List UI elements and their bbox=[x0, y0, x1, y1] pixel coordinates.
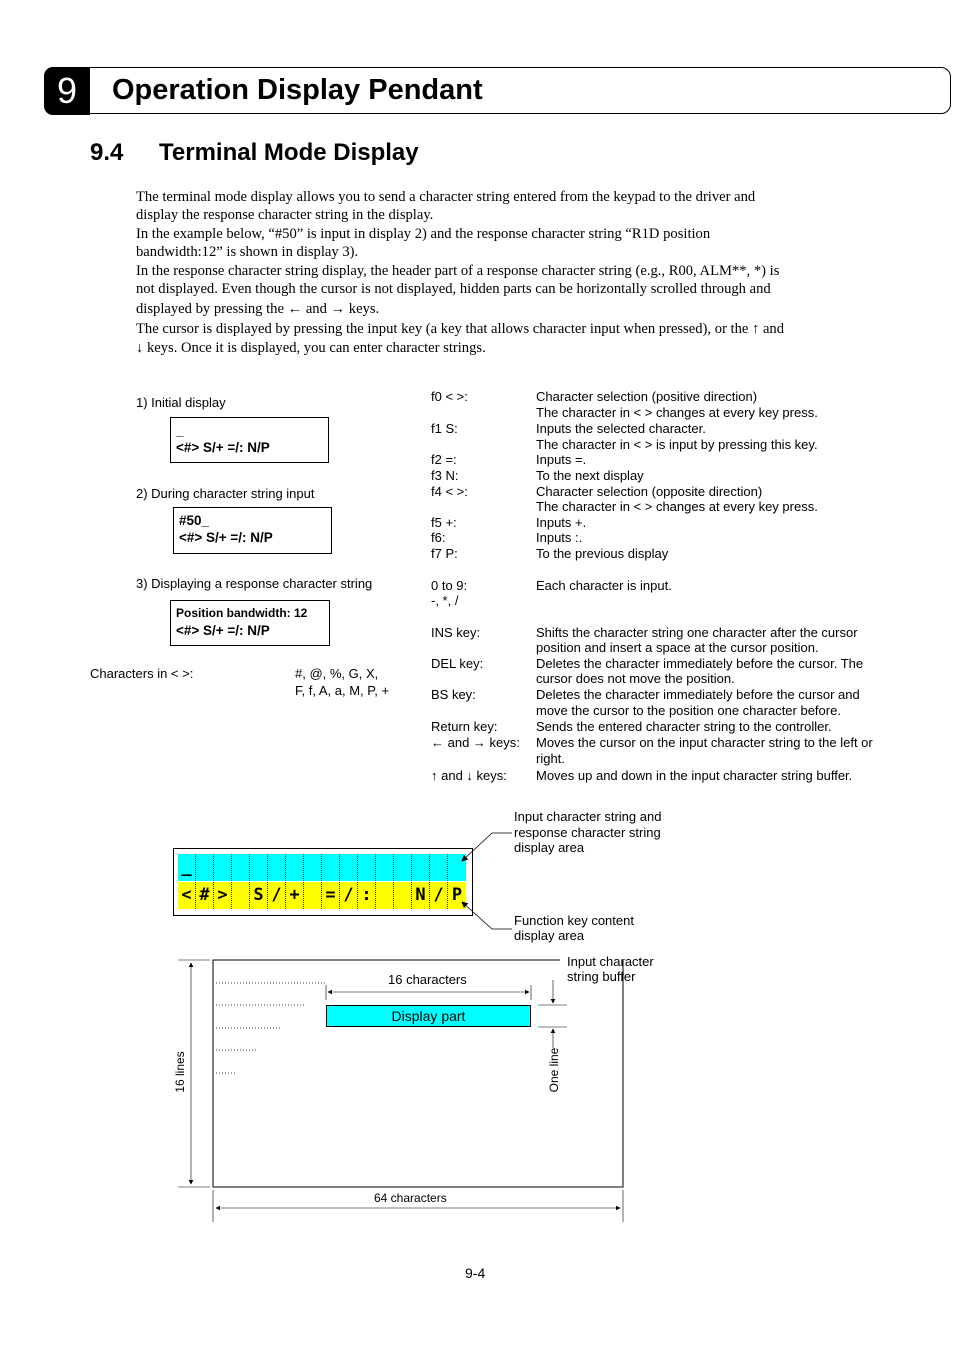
lcd-cell: P bbox=[451, 885, 463, 905]
lcd-cell: > bbox=[214, 882, 232, 909]
key-symbols: -, *, / bbox=[431, 593, 459, 608]
display-line-2: <#> S/+ =/: N/P bbox=[176, 623, 270, 638]
key-f7: f7 P: bbox=[431, 546, 458, 561]
lines-label: 16 lines bbox=[173, 1051, 187, 1093]
key-desc: move the cursor to the position one character before. bbox=[536, 703, 841, 718]
display-line-2: <#> S/+ =/: N/P bbox=[176, 440, 270, 455]
key-desc: Deletes the character immediately before the cursor and bbox=[536, 687, 860, 702]
display-line-1: _ bbox=[176, 423, 184, 438]
display-line-2: <#> S/+ =/: N/P bbox=[179, 530, 273, 545]
lcd-cell: S bbox=[250, 882, 268, 909]
key-f2: f2 =: bbox=[431, 452, 457, 467]
intro-line: In the response character string display, the header part of a response character string (e.g., R00, ALM**, *) is bbox=[136, 263, 780, 279]
lcd-cell: / bbox=[430, 882, 448, 909]
key-desc: The character in < > changes at every key press. bbox=[536, 499, 818, 514]
key-digits: 0 to 9: bbox=[431, 578, 468, 593]
one-line-label: One line bbox=[547, 1047, 561, 1093]
key-f6: f6: bbox=[431, 530, 446, 545]
key-desc: The character in < > changes at every key press. bbox=[536, 405, 818, 420]
intro-line: not displayed. Even though the cursor is not displayed, hidden parts can be horizontally scrolled through and bbox=[136, 281, 771, 297]
intro-line: bandwidth:12” is shown in display 3). bbox=[136, 244, 359, 260]
display-label-initial: 1) Initial display bbox=[136, 395, 226, 410]
lcd-cell: = bbox=[322, 882, 340, 909]
key-f3: f3 N: bbox=[431, 468, 459, 483]
key-desc: Deletes the character immediately before the cursor. The bbox=[536, 656, 864, 671]
intro-line: The terminal mode display allows you to send a character string entered from the keypad to the driver and bbox=[136, 189, 756, 205]
lcd-cell: + bbox=[286, 882, 304, 909]
key-bs: BS key: bbox=[431, 687, 476, 702]
key-desc: Inputs :. bbox=[536, 530, 583, 545]
callout-function-area: display area bbox=[514, 928, 585, 943]
intro-line: In the example below, “#50” is input in display 2) and the response character string “R1D position bbox=[136, 226, 711, 242]
chapter-number: 9 bbox=[44, 67, 90, 115]
total-width-label: 64 characters bbox=[374, 1191, 447, 1205]
key-f4: f4 < >: bbox=[431, 484, 468, 499]
key-left-right: ← and → keys: bbox=[431, 735, 520, 750]
intro-line: The cursor is displayed by pressing the input key (a key that allows character input when pressed), or the ↑ and bbox=[136, 321, 785, 337]
display-line-1: #50_ bbox=[179, 513, 210, 528]
key-desc: To the next display bbox=[536, 468, 644, 483]
key-f5: f5 +: bbox=[431, 515, 457, 530]
callout-function-area: Function key content bbox=[514, 913, 634, 928]
intro-line: displayed by pressing the ← and → keys. bbox=[136, 301, 380, 317]
buffer-label: string buffer bbox=[567, 969, 636, 984]
lcd-cell: # bbox=[196, 882, 214, 909]
display-line-1: Position bandwidth: 12 bbox=[176, 606, 308, 620]
lcd-cell: N bbox=[412, 882, 430, 909]
key-desc: Sends the entered character string to the controller. bbox=[536, 719, 832, 734]
key-desc: position and insert a space at the cursor position. bbox=[536, 640, 819, 655]
key-up-down: ↑ and ↓ keys: bbox=[431, 768, 507, 783]
chars-values: F, f, A, a, M, P, + bbox=[295, 683, 390, 698]
key-desc: right. bbox=[536, 751, 565, 766]
section-title: Terminal Mode Display bbox=[159, 139, 419, 166]
key-desc: To the previous display bbox=[536, 546, 669, 561]
key-desc: Each character is input. bbox=[536, 578, 672, 593]
lcd-cell: < bbox=[178, 882, 196, 909]
page-number: 9-4 bbox=[465, 1265, 486, 1281]
key-desc: Inputs =. bbox=[536, 452, 587, 467]
key-desc: Character selection (opposite direction) bbox=[536, 484, 763, 499]
chapter-title: Operation Display Pendant bbox=[112, 74, 483, 106]
buffer-label: Input character bbox=[567, 954, 654, 969]
lcd-cell: / bbox=[268, 882, 286, 909]
chars-label: Characters in < >: bbox=[90, 666, 194, 681]
section-number: 9.4 bbox=[90, 139, 124, 166]
chars-values: #, @, %, G, X, bbox=[295, 666, 379, 681]
lcd-cell: / bbox=[340, 882, 358, 909]
callout-display-area: display area bbox=[514, 840, 585, 855]
width-label: 16 characters bbox=[388, 972, 467, 987]
key-ins: INS key: bbox=[431, 625, 481, 640]
display-label-input: 2) During character string input bbox=[136, 486, 315, 501]
intro-line: display the response character string in the display. bbox=[136, 207, 434, 223]
callout-display-area: Input character string and bbox=[514, 809, 662, 824]
key-desc: The character in < > is input by pressing this key. bbox=[536, 437, 818, 452]
display-label-response: 3) Displaying a response character string bbox=[136, 576, 373, 591]
key-desc: Inputs the selected character. bbox=[536, 421, 706, 436]
key-desc: Inputs +. bbox=[536, 515, 587, 530]
key-desc: Character selection (positive direction) bbox=[536, 389, 758, 404]
key-desc: Moves up and down in the input character string buffer. bbox=[536, 768, 853, 783]
key-desc: cursor does not move the position. bbox=[536, 671, 735, 686]
key-f1: f1 S: bbox=[431, 421, 458, 436]
key-del: DEL key: bbox=[431, 656, 484, 671]
lcd-cell: : bbox=[358, 882, 376, 909]
intro-line: ↓ keys. Once it is displayed, you can enter character strings. bbox=[136, 340, 486, 356]
key-desc: Shifts the character string one character after the cursor bbox=[536, 625, 858, 640]
key-f0: f0 < >: bbox=[431, 389, 468, 404]
lcd-cell: _ bbox=[178, 854, 196, 881]
key-desc: Moves the cursor on the input character string to the left or bbox=[536, 735, 873, 750]
key-return: Return key: bbox=[431, 719, 498, 734]
display-part-box: Display part bbox=[326, 1005, 531, 1027]
callout-display-area: response character string bbox=[514, 825, 661, 840]
